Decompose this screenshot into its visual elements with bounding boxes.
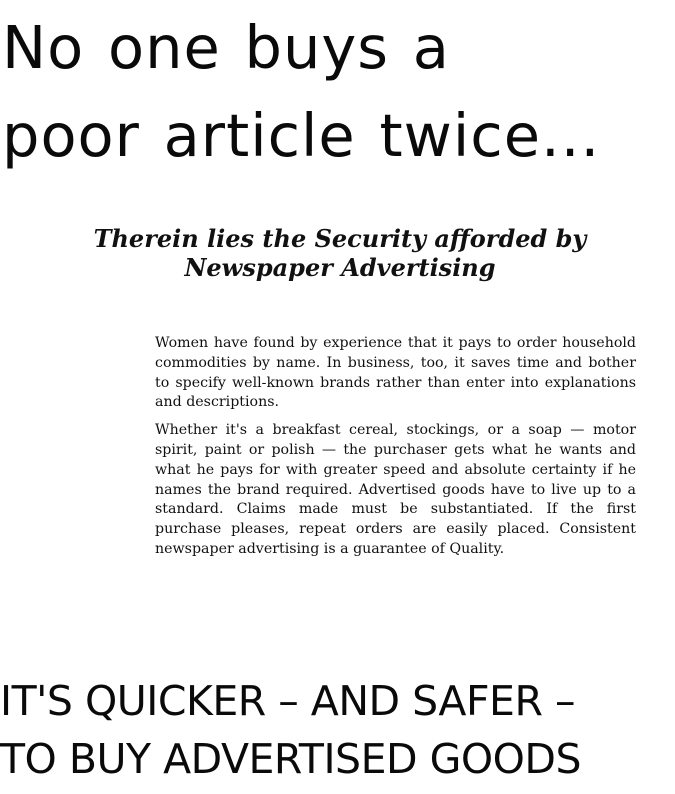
tagline-line-2: TO BUY ADVERTISED GOODS — [0, 735, 581, 783]
body-paragraph-1: Women have found by experience that it pays to order household commodities by name. In business, too, it saves time and bother to specify well-known brands rather than enter into explanations and descriptions. — [155, 335, 636, 411]
subheadline-line-1: Therein lies the Security afforded by — [93, 224, 587, 253]
body-copy — [155, 334, 636, 568]
headline-line-2: poor article twice... — [2, 101, 601, 170]
headline — [2, 4, 672, 180]
subheadline-line-2: Newspaper Advertising — [184, 253, 496, 282]
headline-line-1: No one buys a — [2, 13, 450, 82]
subheadline — [60, 224, 620, 282]
tagline-line-1: IT'S QUICKER – AND SAFER – — [0, 677, 575, 725]
tagline — [0, 672, 675, 788]
body-paragraph-2: Whether it's a breakfast cereal, stockings, or a soap — motor spirit, paint or polish — the purchaser gets what he wants and what he pays for with greater speed and absolute certainty if he names the brand required. Advertised goods have to live up to a standard. Claims made must be substantiated. If the first purchase pleases, repeat orders are easily placed. Consistent newspaper advertising is a guarantee of Quality. — [155, 422, 636, 557]
